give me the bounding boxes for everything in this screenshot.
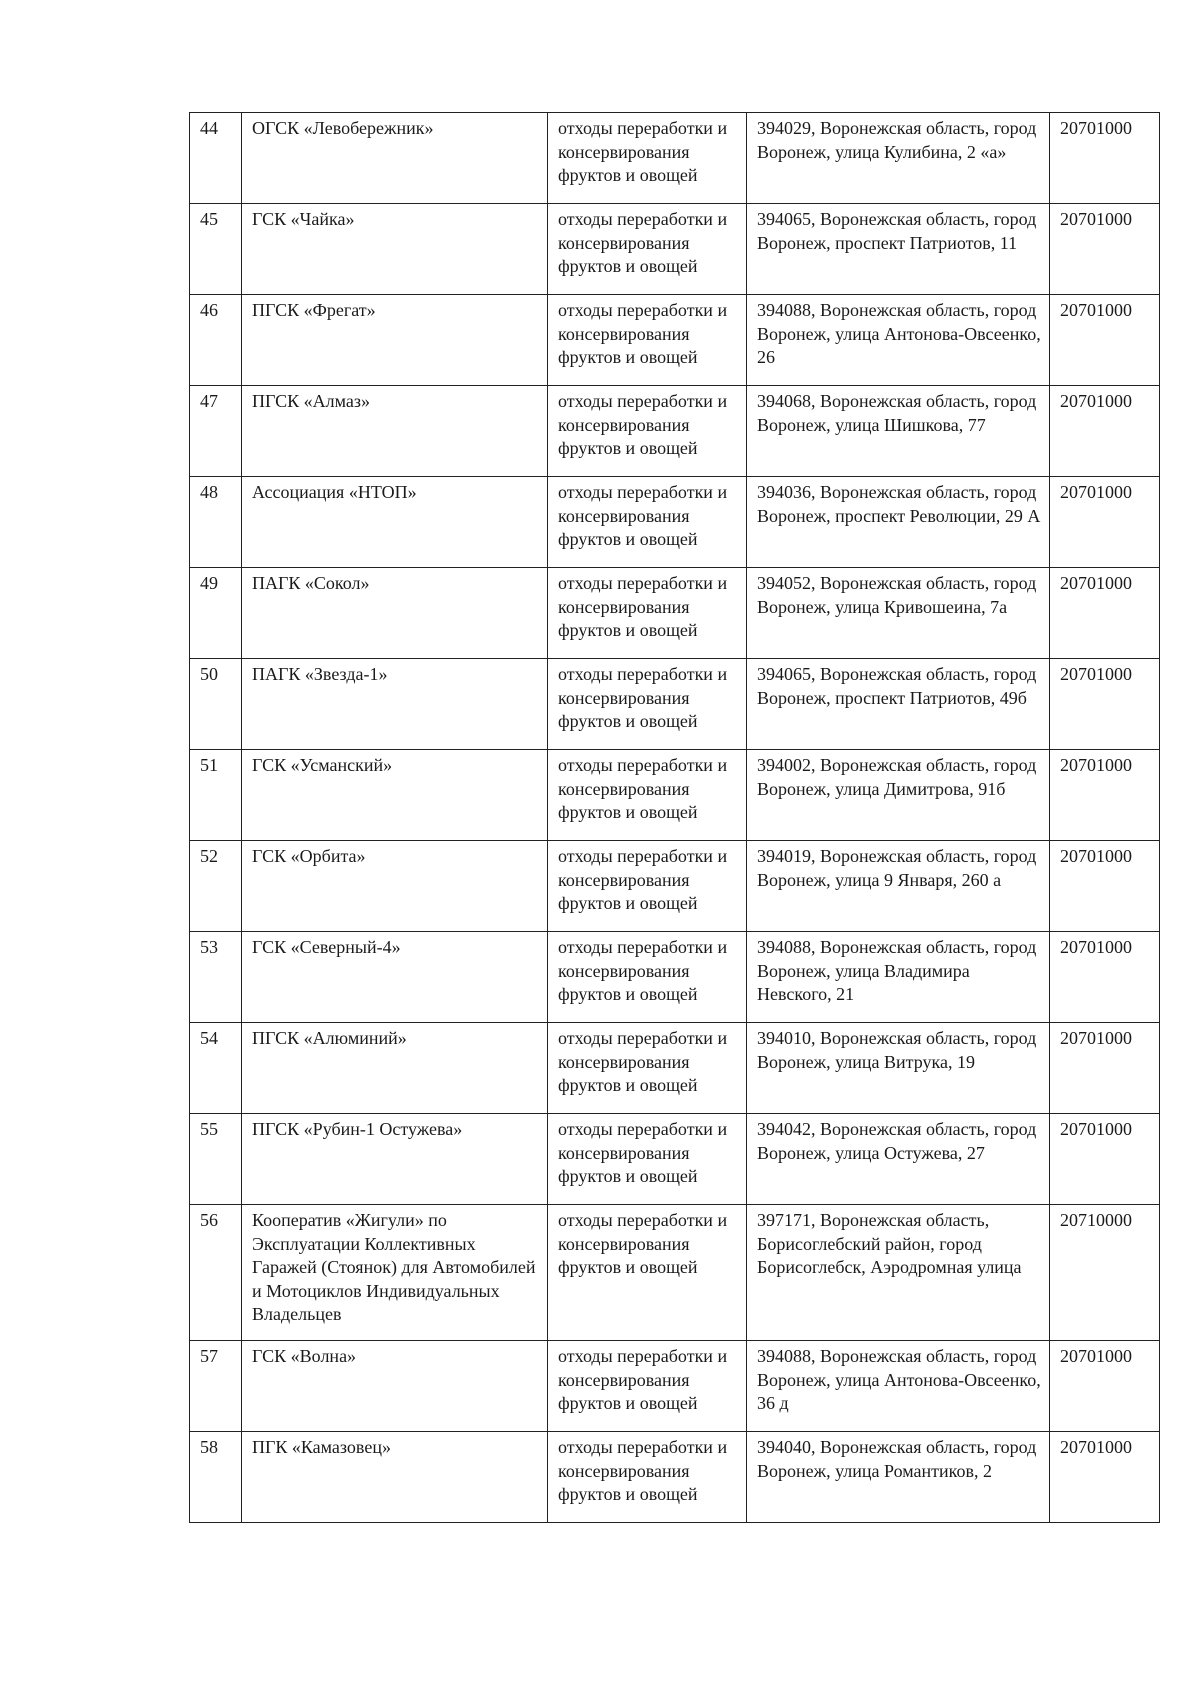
table-row [190, 568, 1160, 659]
organization-name: ГСК «Волна» [242, 1341, 548, 1432]
address: 394068, Воронежская область, город Воронеж, улица Шишкова, 77 [747, 386, 1050, 477]
oktmo-code: 20701000 [1050, 477, 1160, 568]
organization-name: ГСК «Чайка» [242, 204, 548, 295]
table-row [190, 841, 1160, 932]
address: 394088, Воронежская область, город Воронеж, улица Владимира Невского, 21 [747, 932, 1050, 1023]
oktmo-code: 20710000 [1050, 1205, 1160, 1341]
address: 394029, Воронежская область, город Воронеж, улица Кулибина, 2 «а» [747, 113, 1050, 204]
waste-type: отходы переработки и консервирования фруктов и овощей [548, 113, 747, 204]
row-number: 50 [190, 659, 242, 750]
row-number: 47 [190, 386, 242, 477]
waste-type: отходы переработки и консервирования фруктов и овощей [548, 295, 747, 386]
waste-type: отходы переработки и консервирования фруктов и овощей [548, 1023, 747, 1114]
table-row [190, 113, 1160, 204]
oktmo-code: 20701000 [1050, 659, 1160, 750]
organization-name: ПГСК «Алюминий» [242, 1023, 548, 1114]
table-row [190, 386, 1160, 477]
organization-name: ПАГК «Сокол» [242, 568, 548, 659]
address: 394052, Воронежская область, город Воронеж, улица Кривошеина, 7а [747, 568, 1050, 659]
oktmo-code: 20701000 [1050, 932, 1160, 1023]
organization-name: ГСК «Усманский» [242, 750, 548, 841]
organization-name: ПАГК «Звезда-1» [242, 659, 548, 750]
row-number: 46 [190, 295, 242, 386]
table-row [190, 1205, 1160, 1341]
row-number: 45 [190, 204, 242, 295]
waste-type: отходы переработки и консервирования фруктов и овощей [548, 841, 747, 932]
oktmo-code: 20701000 [1050, 113, 1160, 204]
table-row [190, 932, 1160, 1023]
oktmo-code: 20701000 [1050, 386, 1160, 477]
address: 394010, Воронежская область, город Воронеж, улица Витрука, 19 [747, 1023, 1050, 1114]
waste-type: отходы переработки и консервирования фруктов и овощей [548, 1341, 747, 1432]
row-number: 54 [190, 1023, 242, 1114]
oktmo-code: 20701000 [1050, 1432, 1160, 1523]
row-number: 55 [190, 1114, 242, 1205]
organization-name: ПГСК «Алмаз» [242, 386, 548, 477]
row-number: 53 [190, 932, 242, 1023]
table-row [190, 1432, 1160, 1523]
row-number: 52 [190, 841, 242, 932]
organization-name: ГСК «Орбита» [242, 841, 548, 932]
organization-name: ПГК «Камазовец» [242, 1432, 548, 1523]
table-row [190, 1023, 1160, 1114]
table-row [190, 1114, 1160, 1205]
address: 394065, Воронежская область, город Воронеж, проспект Патриотов, 49б [747, 659, 1050, 750]
waste-type: отходы переработки и консервирования фруктов и овощей [548, 750, 747, 841]
address: 394040, Воронежская область, город Воронеж, улица Романтиков, 2 [747, 1432, 1050, 1523]
oktmo-code: 20701000 [1050, 1114, 1160, 1205]
organization-name: Ассоциация «НТОП» [242, 477, 548, 568]
table-row [190, 295, 1160, 386]
address: 394088, Воронежская область, город Воронеж, улица Антонова-Овсеенко, 26 [747, 295, 1050, 386]
waste-type: отходы переработки и консервирования фруктов и овощей [548, 1205, 747, 1341]
oktmo-code: 20701000 [1050, 750, 1160, 841]
row-number: 49 [190, 568, 242, 659]
waste-type: отходы переработки и консервирования фруктов и овощей [548, 477, 747, 568]
oktmo-code: 20701000 [1050, 568, 1160, 659]
row-number: 56 [190, 1205, 242, 1341]
organization-name: Кооператив «Жигули» по Эксплуатации Коллективных Гаражей (Стоянок) для Автомобилей и Мотоциклов Индивидуальных Владельцев [242, 1205, 548, 1341]
organization-name: ОГСК «Левобережник» [242, 113, 548, 204]
waste-type: отходы переработки и консервирования фруктов и овощей [548, 659, 747, 750]
waste-type: отходы переработки и консервирования фруктов и овощей [548, 1432, 747, 1523]
table-row [190, 750, 1160, 841]
address: 394088, Воронежская область, город Воронеж, улица Антонова-Овсеенко, 36 д [747, 1341, 1050, 1432]
registry-table [189, 112, 1160, 1523]
row-number: 57 [190, 1341, 242, 1432]
waste-type: отходы переработки и консервирования фруктов и овощей [548, 568, 747, 659]
address: 394019, Воронежская область, город Воронеж, улица 9 Января, 260 а [747, 841, 1050, 932]
organization-name: ПГСК «Рубин-1 Остужева» [242, 1114, 548, 1205]
organization-name: ГСК «Северный-4» [242, 932, 548, 1023]
waste-type: отходы переработки и консервирования фруктов и овощей [548, 386, 747, 477]
organization-name: ПГСК «Фрегат» [242, 295, 548, 386]
row-number: 58 [190, 1432, 242, 1523]
oktmo-code: 20701000 [1050, 204, 1160, 295]
oktmo-code: 20701000 [1050, 841, 1160, 932]
table-row [190, 1341, 1160, 1432]
oktmo-code: 20701000 [1050, 1023, 1160, 1114]
waste-type: отходы переработки и консервирования фруктов и овощей [548, 1114, 747, 1205]
waste-type: отходы переработки и консервирования фруктов и овощей [548, 932, 747, 1023]
oktmo-code: 20701000 [1050, 295, 1160, 386]
address: 394036, Воронежская область, город Воронеж, проспект Революции, 29 А [747, 477, 1050, 568]
row-number: 51 [190, 750, 242, 841]
table-body [190, 113, 1160, 1523]
row-number: 44 [190, 113, 242, 204]
waste-type: отходы переработки и консервирования фруктов и овощей [548, 204, 747, 295]
table-row [190, 659, 1160, 750]
table-row [190, 477, 1160, 568]
address: 394042, Воронежская область, город Воронеж, улица Остужева, 27 [747, 1114, 1050, 1205]
address: 397171, Воронежская область, Борисоглебский район, город Борисоглебск, Аэродромная улица [747, 1205, 1050, 1341]
address: 394065, Воронежская область, город Воронеж, проспект Патриотов, 11 [747, 204, 1050, 295]
row-number: 48 [190, 477, 242, 568]
address: 394002, Воронежская область, город Воронеж, улица Димитрова, 91б [747, 750, 1050, 841]
oktmo-code: 20701000 [1050, 1341, 1160, 1432]
table-row [190, 204, 1160, 295]
